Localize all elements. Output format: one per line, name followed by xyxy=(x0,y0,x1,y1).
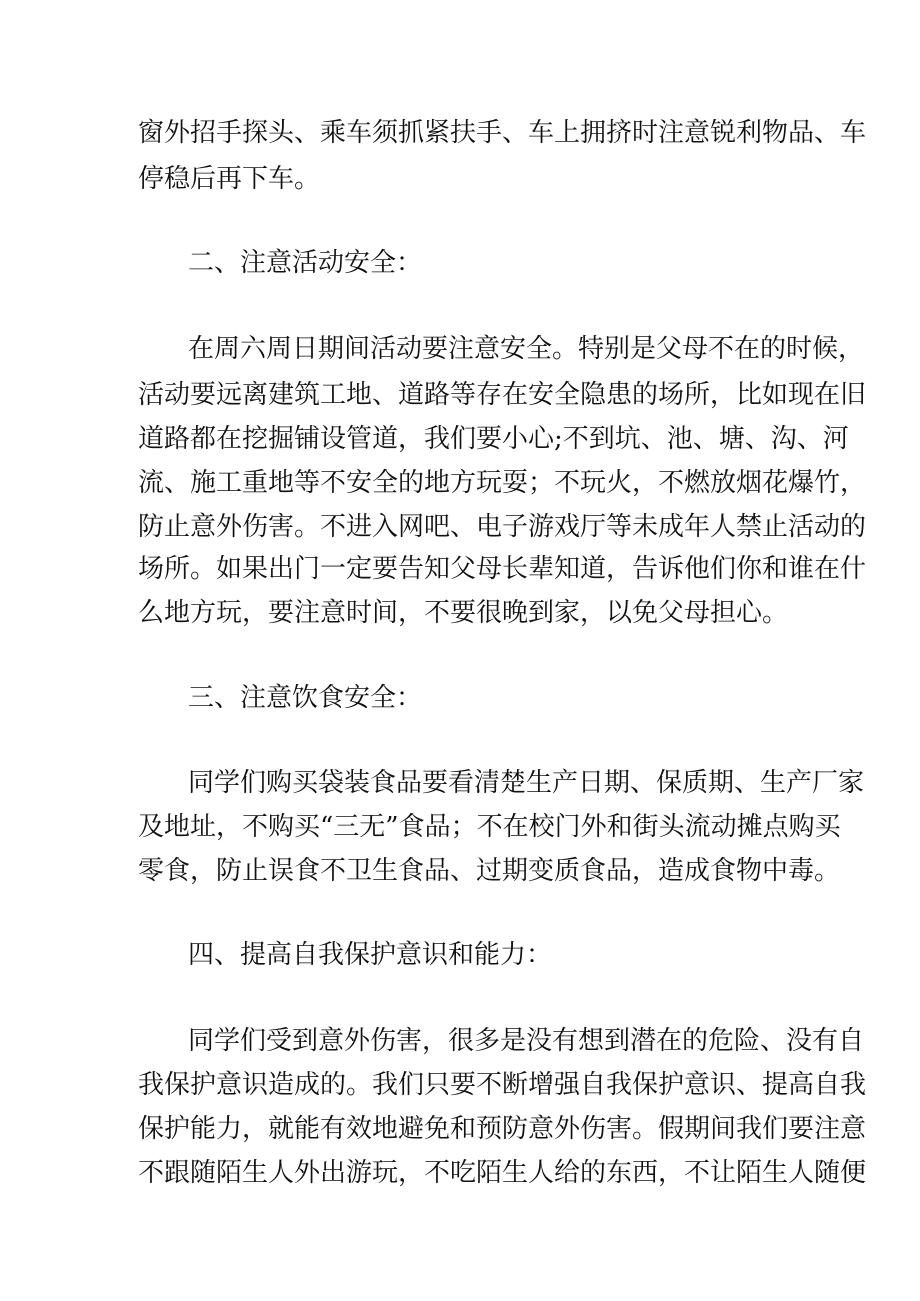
section-heading-activity-safety: 二、注意活动安全： xyxy=(188,248,423,278)
section-heading-self-protection: 四、提高自我保护意识和能力： xyxy=(188,940,553,970)
paragraph-line: 保护能力，就能有效地避免和预防意外伤害。假期间我们要注意 xyxy=(138,1114,867,1144)
paragraph-line: 同学们受到意外伤害，很多是没有想到潜在的危险、没有自 xyxy=(188,1026,865,1056)
paragraph-line: 同学们购买袋装食品要看清楚生产日期、保质期、生产厂家 xyxy=(188,768,865,798)
paragraph-line: 窗外招手探头、乘车须抓紧扶手、车上拥挤时注意锐利物品、车 xyxy=(138,118,867,148)
paragraph-line: 防止意外伤害。不进入网吧、电子游戏厅等未成年人禁止活动的 xyxy=(138,512,867,542)
paragraph-line: 我保护意识造成的。我们只要不断增强自我保护意识、提高自我 xyxy=(138,1070,867,1100)
paragraph-line: 及地址，不购买“三无”食品；不在校门外和街头流动摊点购买 xyxy=(138,812,841,842)
section-heading-food-safety: 三、注意饮食安全： xyxy=(188,683,423,713)
paragraph-line: 不跟随陌生人外出游玩，不吃陌生人给的东西，不让陌生人随便 xyxy=(138,1158,867,1188)
paragraph-line: 活动要远离建筑工地、道路等存在安全隐患的场所，比如现在旧 xyxy=(138,380,867,410)
paragraph-line: 场所。如果出门一定要告知父母长辈知道，告诉他们你和谁在什 xyxy=(138,554,867,584)
paragraph-line: 流、施工重地等不安全的地方玩耍；不玩火，不燃放烟花爆竹， xyxy=(138,468,867,498)
paragraph-line: 停稳后再下车。 xyxy=(138,164,321,194)
paragraph-line: 么地方玩，要注意时间，不要很晚到家，以免父母担心。 xyxy=(138,598,789,628)
paragraph-line: 道路都在挖掘铺设管道，我们要小心;不到坑、池、塘、沟、河 xyxy=(138,424,849,454)
paragraph-line: 零食，防止误食不卫生食品、过期变质食品，造成食物中毒。 xyxy=(138,856,841,886)
paragraph-line: 在周六周日期间活动要注意安全。特别是父母不在的时候， xyxy=(188,334,865,364)
